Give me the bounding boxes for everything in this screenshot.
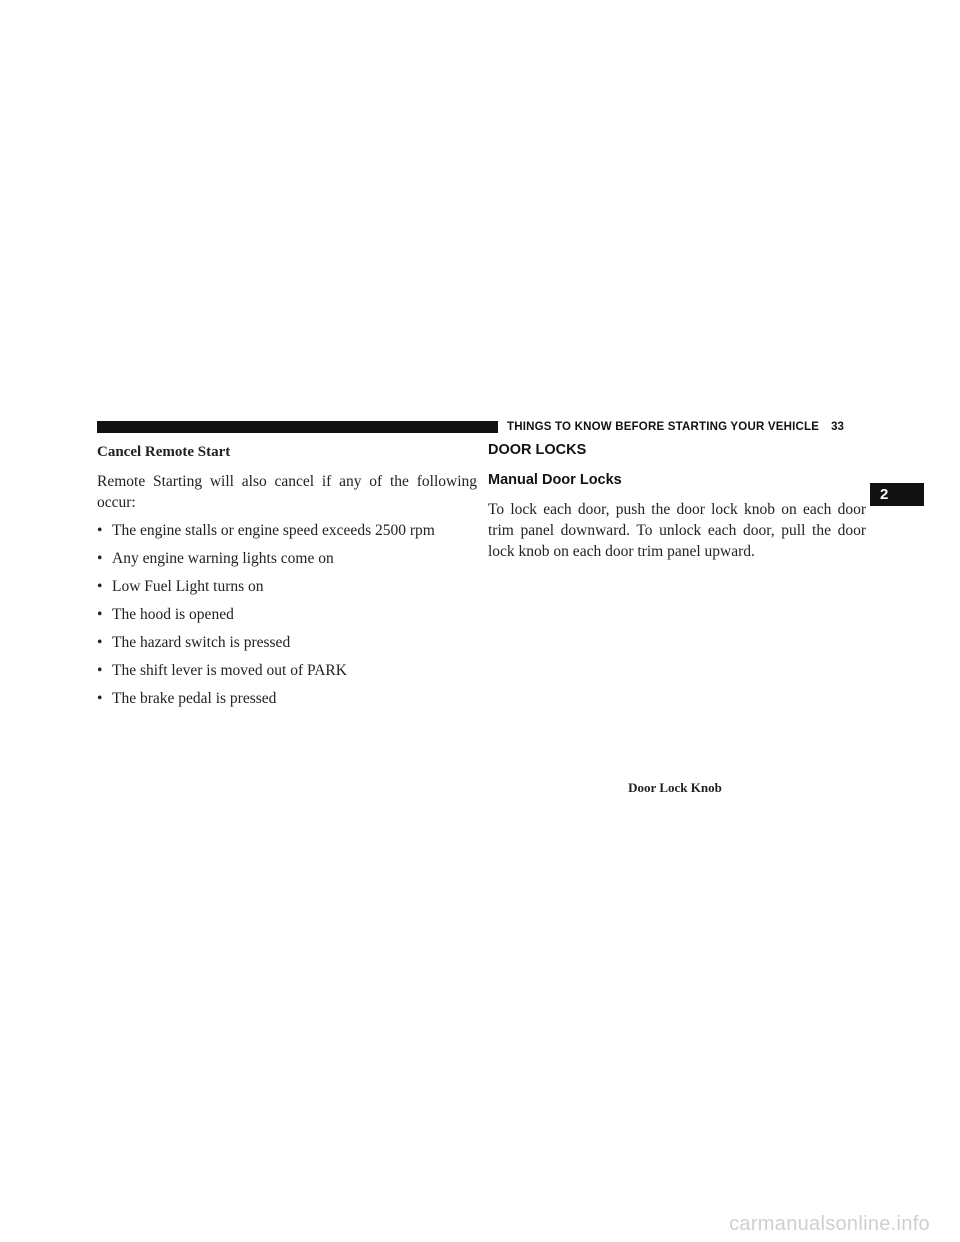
bullet-icon: • <box>97 634 103 651</box>
bullet-icon: • <box>97 690 103 707</box>
watermark: carmanualsonline.info <box>729 1213 930 1235</box>
header-rule <box>97 421 490 433</box>
list-item <box>97 548 477 569</box>
left-column <box>97 442 477 716</box>
list-item-text: Any engine warning lights come on <box>112 550 334 567</box>
list-item <box>97 576 477 597</box>
cancel-conditions-list <box>97 520 477 709</box>
figure-caption: Door Lock Knob <box>628 780 722 795</box>
list-item-text: The hood is opened <box>112 606 234 623</box>
right-column <box>488 440 866 562</box>
list-item <box>97 688 477 709</box>
bullet-icon: • <box>97 522 103 539</box>
manual-door-locks-paragraph: To lock each door, push the door lock knob on each door trim panel downward. To unlock each door, pull the door lock knob on each door trim panel upward. <box>488 501 866 560</box>
manual-door-locks-title: Manual Door Locks <box>488 472 622 488</box>
bullet-icon: • <box>97 662 103 679</box>
list-item <box>97 520 477 541</box>
header-title: THINGS TO KNOW BEFORE STARTING YOUR VEHICLE <box>507 421 820 433</box>
chapter-tab: 2 <box>870 483 924 506</box>
list-item <box>97 660 477 681</box>
list-item-text: The engine stalls or engine speed exceeds 2500 rpm <box>112 522 435 539</box>
bullet-icon: • <box>97 606 103 623</box>
page-number: 33 <box>831 421 844 433</box>
cancel-remote-start-heading: Cancel Remote Start <box>97 444 231 460</box>
list-item <box>97 604 477 625</box>
door-locks-title: DOOR LOCKS <box>488 442 587 458</box>
list-item-text: The hazard switch is pressed <box>112 634 291 651</box>
list-item-text: The shift lever is moved out of PARK <box>112 662 347 679</box>
list-item-text: Low Fuel Light turns on <box>112 578 264 595</box>
bullet-icon: • <box>97 550 103 567</box>
running-header <box>490 419 865 435</box>
list-item <box>97 632 477 653</box>
bullet-icon: • <box>97 578 103 595</box>
header-rule-block <box>490 421 498 433</box>
list-item-text: The brake pedal is pressed <box>112 690 277 707</box>
cancel-remote-start-intro: Remote Starting will also cancel if any of the following occur: <box>97 473 477 511</box>
